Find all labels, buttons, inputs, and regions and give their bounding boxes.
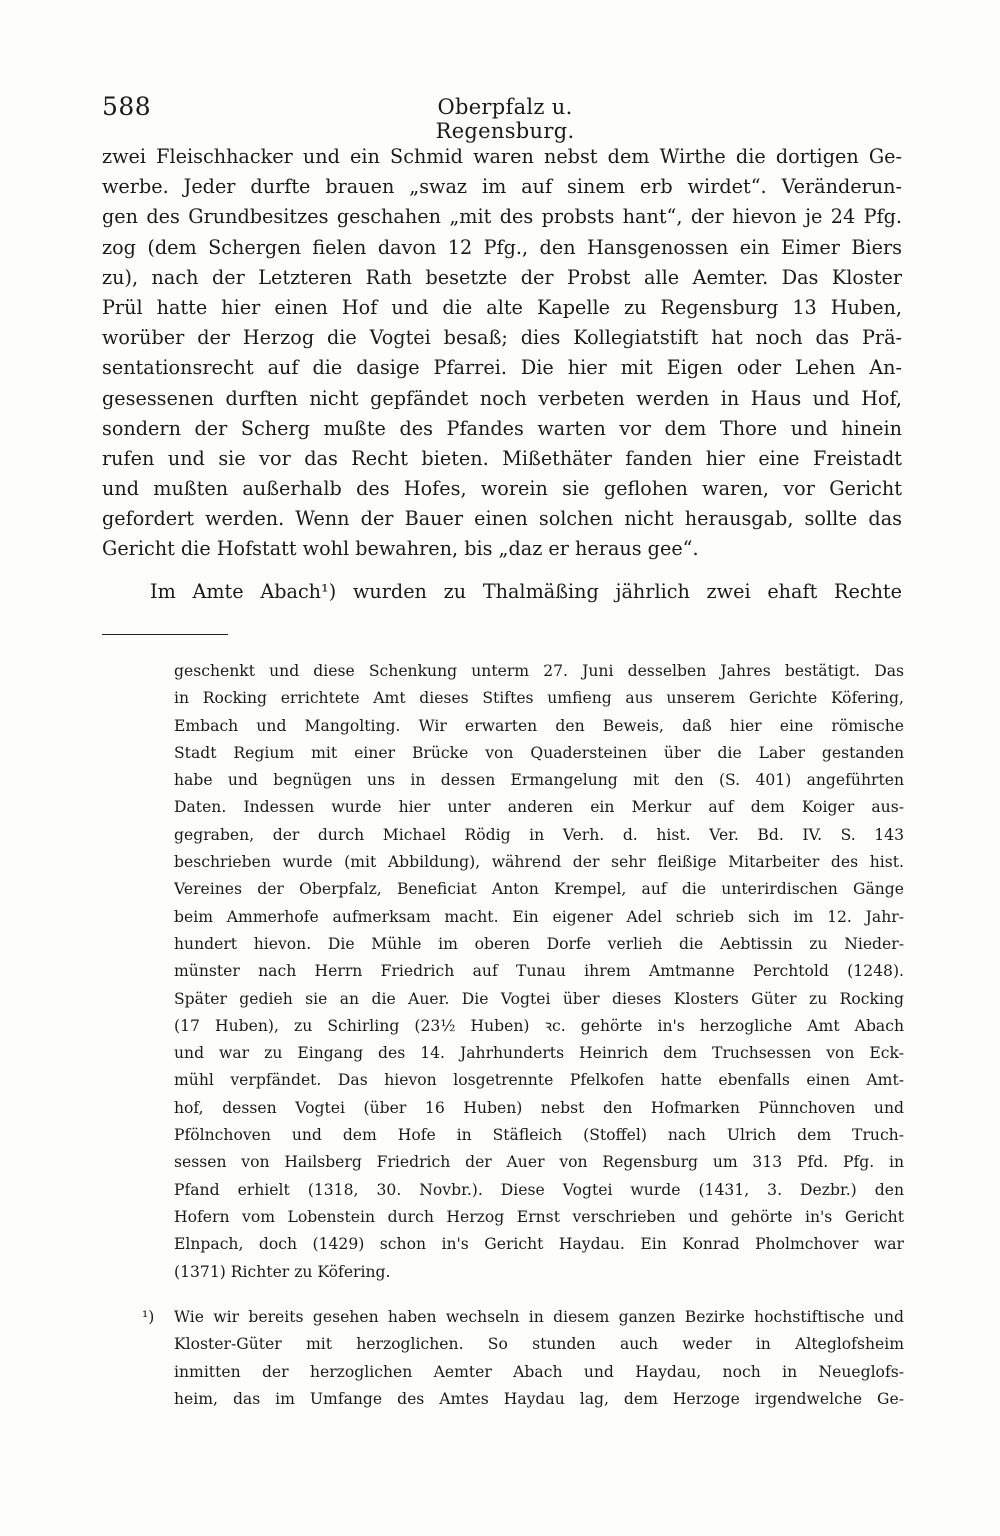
- main-paragraph: [102, 142, 902, 565]
- footnote-line: beschrieben wurde (mit Abbildung), während der sehr fleißige Mitarbeiter des hist.: [174, 853, 904, 872]
- body-line: zu), nach der Letzteren Rath besetzte der Probst alle Aemter. Das Kloster: [102, 265, 902, 289]
- footnote-line: mühl verpfändet. Das hievon losgetrennte Pfelkofen hatte ebenfalls einen Amt-: [174, 1071, 904, 1090]
- footnote-line: heim, das im Umfange des Amtes Haydau lag, dem Herzoge irgendwelche Ge-: [174, 1389, 904, 1408]
- footnote-line: Embach und Mangolting. Wir erwarten den Beweis, daß hier eine römische: [174, 716, 904, 735]
- second-paragraph: [102, 577, 902, 607]
- footnote-line: Kloster-Güter mit herzoglichen. So stunden auch weder in Alteglofsheim: [174, 1335, 904, 1354]
- footnote-line: inmitten der herzoglichen Aemter Abach und Haydau, noch in Neueglofs-: [174, 1362, 904, 1381]
- footnote-separator-rule: [102, 634, 228, 635]
- body-line: und mußten außerhalb des Hofes, worein sie geflohen waren, vor Gericht: [102, 477, 902, 501]
- body-line: gen des Grundbesitzes geschahen „mit des probsts hant“, der hievon je 24 Pfg.: [102, 205, 902, 229]
- footnote-line: hundert hievon. Die Mühle im oberen Dorfe verlieh die Aebtissin zu Nieder-: [174, 934, 904, 953]
- footnote-marker: ¹): [142, 1308, 155, 1326]
- footnote-line: Elnpach, doch (1429) schon in's Gericht Haydau. Ein Konrad Pholmchover war: [174, 1235, 904, 1254]
- footnote-line: hof, dessen Vogtei (über 16 Huben) nebst den Hofmarken Pünnchoven und: [174, 1098, 904, 1117]
- page-number: 588: [102, 92, 152, 121]
- footnote-line: Pfand erhielt (1318, 30. Novbr.). Diese Vogtei wurde (1431, 3. Dezbr.) den: [174, 1180, 904, 1199]
- footnote-line: und war zu Eingang des 14. Jahrhunderts Heinrich dem Truchsessen von Eck-: [174, 1044, 904, 1063]
- body-line: Gericht die Hofstatt wohl bewahren, bis „daz er heraus gee“.: [102, 537, 699, 561]
- footnote-line: Hofern vom Lobenstein durch Herzog Ernst verschrieben und gehörte in's Gericht: [174, 1207, 904, 1226]
- running-head: Oberpfalz u. Regensburg.: [435, 95, 575, 143]
- footnote-line: geschenkt und diese Schenkung unterm 27. Juni desselben Jahres bestätigt. Das: [174, 662, 904, 680]
- footnote-line: Vereines der Oberpfalz, Beneficiat Anton Krempel, auf die unterirdischen Gänge: [174, 880, 904, 899]
- footnote-line: in Rocking errichtete Amt dieses Stiftes umfieng aus unserem Gerichte Köfering,: [174, 689, 904, 708]
- footnote-line: Stadt Regium mit einer Brücke von Quadersteinen über die Laber gestanden: [174, 743, 904, 762]
- footnote-line: münster nach Herrn Friedrich auf Tunau ihrem Amtmanne Perchtold (1248).: [174, 962, 904, 981]
- body-line: worüber der Herzog die Vogtei besaß; dies Kollegiatstift hat noch das Prä-: [102, 326, 902, 350]
- footnote-line: sessen von Hailsberg Friedrich der Auer von Regensburg um 313 Pfd. Pfg. in: [174, 1153, 904, 1172]
- body-line: sondern der Scherg mußte des Pfandes warten vor dem Thore und hinein: [102, 416, 902, 440]
- body-line: sentationsrecht auf die dasige Pfarrei. Die hier mit Eigen oder Lehen An-: [102, 356, 902, 380]
- body-line: gefordert werden. Wenn der Bauer einen solchen nicht herausgab, sollte das: [102, 507, 902, 531]
- footnote-one: [174, 1304, 904, 1413]
- body-line: rufen und sie vor das Recht bieten. Mißethäter fanden hier eine Freistadt: [102, 446, 902, 470]
- footnote-line: Pfölnchoven und dem Hofe in Stäfleich (Stoffel) nach Ulrich dem Truch-: [174, 1126, 904, 1145]
- footnote-line: beim Ammerhofe aufmerksam macht. Ein eigener Adel schrieb sich im 12. Jahr-: [174, 907, 904, 926]
- footnote-line: Daten. Indessen wurde hier unter anderen ein Merkur auf dem Koiger aus-: [174, 798, 904, 817]
- footnote-line: habe und begnügen uns in dessen Ermangelung mit den (S. 401) angeführten: [174, 771, 904, 790]
- body-line: werbe. Jeder durfte brauen „swaz im auf sinem erb wirdet“. Veränderun-: [102, 175, 902, 199]
- body-line: zwei Fleischhacker und ein Schmid waren nebst dem Wirthe die dortigen Ge-: [102, 145, 902, 168]
- footnote-line: (17 Huben), zu Schirling (23½ Huben) ꝛc. gehörte in's herzogliche Amt Abach: [174, 1016, 904, 1035]
- footnote-continued: [174, 658, 904, 1286]
- body-line: gesessenen durften nicht gepfändet noch verbeten werden in Haus und Hof,: [102, 386, 902, 410]
- footnote-line: Wie wir bereits gesehen haben wechseln in diesem ganzen Bezirke hochstiftische und: [174, 1308, 904, 1326]
- body-line: Im Amte Abach¹) wurden zu Thalmäßing jährlich zwei ehaft Rechte: [150, 580, 902, 603]
- footnote-line: (1371) Richter zu Köfering.: [174, 1262, 391, 1281]
- footnote-line: gegraben, der durch Michael Rödig in Verh. d. hist. Ver. Bd. IV. S. 143: [174, 825, 904, 844]
- body-line: Prül hatte hier einen Hof und die alte Kapelle zu Regensburg 13 Huben,: [102, 295, 902, 319]
- body-line: zog (dem Schergen fielen davon 12 Pfg., den Hansgenossen ein Eimer Biers: [102, 235, 902, 259]
- footnote-line: Später gedieh sie an die Auer. Die Vogtei über dieses Klosters Güter zu Rocking: [174, 989, 904, 1008]
